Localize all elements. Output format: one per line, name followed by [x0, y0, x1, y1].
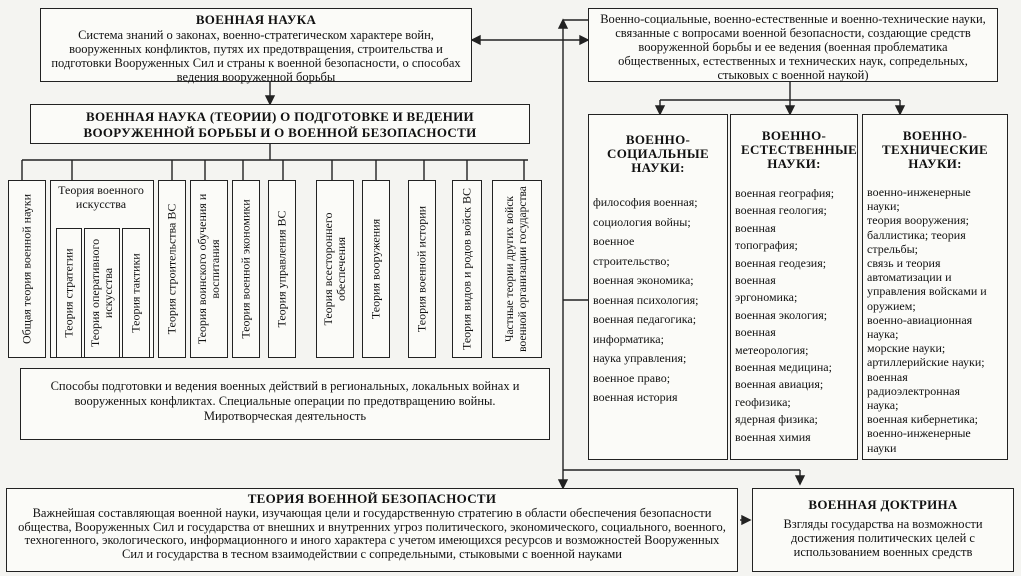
list-item: науки: [867, 440, 897, 455]
methods-box: Способы подготовки и ведения военных действий в региональных, локальных войнах и вооруженных конфликтах. Специальные операции по предотвращению войны. Миротворческая деятельность: [20, 368, 550, 440]
list-item: автоматизации и: [867, 270, 952, 285]
list-item: наука управления;: [593, 351, 687, 365]
list-item: военная экономика;: [593, 273, 694, 287]
military-science-box: [40, 8, 472, 82]
theory-other-troops: [492, 180, 542, 358]
theory-economics: [232, 180, 260, 358]
list-item: военная кибернетика;: [867, 412, 978, 427]
list-item: военное право;: [593, 370, 671, 385]
list-item: военная медицина;: [735, 360, 832, 375]
list-item: связь и теория: [867, 256, 941, 271]
list-item: метеорология;: [735, 342, 809, 357]
list-item: стрельбы;: [867, 241, 919, 256]
theory-history-label: Теория военной истории: [414, 205, 429, 333]
list-item: военная география;: [735, 186, 835, 200]
doctrine-title: ВОЕННАЯ ДОКТРИНА: [808, 497, 958, 512]
theory-tactics: [122, 228, 150, 358]
column-natural-items: [731, 185, 857, 446]
list-item: военно-инженерные: [867, 185, 971, 199]
list-item: артиллерийские науки;: [867, 355, 985, 370]
column-social: [588, 114, 728, 460]
theory-branches: [452, 180, 482, 358]
theory-tactics-label: Теория тактики: [128, 253, 143, 333]
security-theory-text: Важнейшая составляющая военной науки, изучающая цели и государственную стратегию в области обеспечения безопасности общества, Вооруженных Сил и государства от внешних и внутренних угроз политического, экономического, социального, военного, техногенного, экологического, информационного и иного характера с учетом имеющихся ресурсов и возможностей Вооруженных Сил и государства в тесном взаимодействии с сопредельными, стыковыми с военной науками: [18, 506, 726, 561]
list-item: военная авиация;: [735, 377, 824, 392]
doctrine-box: [752, 488, 1014, 572]
list-item: топография;: [735, 238, 798, 253]
list-item: военная: [735, 220, 776, 235]
theory-operational-art: [84, 228, 120, 358]
list-item: геофизика;: [735, 394, 791, 409]
doctrine-text: Взгляды государства на возможности достижения политических целей с использованием военных средств: [783, 517, 983, 559]
theory-branches-label: Теория видов и родов войск ВС: [459, 187, 474, 351]
list-item: ядерная физика;: [735, 412, 818, 427]
list-item: строительство;: [593, 253, 670, 268]
list-item: военная экология;: [735, 307, 828, 322]
column-natural-title: ВОЕННО-ЕСТЕСТВЕННЫЕ НАУКИ:: [741, 128, 858, 171]
list-item: баллистика; теория: [867, 227, 966, 242]
column-technical: [862, 114, 1008, 460]
list-item: военная психология;: [593, 292, 699, 307]
list-item: морские науки;: [867, 341, 946, 356]
list-item: эргономика;: [735, 290, 798, 305]
theory-armament: [362, 180, 390, 358]
theory-support: [316, 180, 354, 358]
military-science-title: ВОЕННАЯ НАУКА: [195, 12, 317, 27]
theory-training-label: Теория воинского обучения и воспитания: [195, 193, 222, 345]
column-natural: [730, 114, 858, 460]
theory-training: [190, 180, 228, 358]
theory-construction: [158, 180, 186, 358]
theory-strategy-label: Теория стратегии: [61, 248, 76, 338]
list-item: наука;: [867, 398, 899, 413]
list-item: информатика;: [593, 331, 664, 346]
list-item: философия военная;: [593, 195, 698, 209]
list-item: наука;: [867, 327, 899, 342]
theory-operational-art-label: Теория оперативного искусства: [88, 238, 115, 348]
theory-management: [268, 180, 296, 358]
theory-general: [8, 180, 46, 358]
list-item: военное: [593, 234, 635, 248]
column-social-items: [589, 193, 727, 408]
list-item: социология войны;: [593, 214, 691, 229]
list-item: военная: [735, 325, 776, 340]
military-science-text: Система знаний о законах, военно-стратегическом характере войн, вооруженных конфликтов, путях их предотвращения, строительства и подготовки Вооруженных Сил и страны к военной безопасности, о способах ведения вооруженной борьбы: [51, 28, 461, 84]
theory-economics-label: Теория военной экономики: [238, 199, 253, 339]
list-item: военно-инженерные: [867, 426, 971, 441]
list-item: военная геология;: [735, 203, 827, 218]
list-item: оружием;: [867, 298, 916, 313]
theory-history: [408, 180, 436, 358]
list-item: военная химия: [735, 429, 811, 444]
theory-armament-label: Теория вооружения: [368, 218, 383, 320]
column-technical-title: ВОЕННО-ТЕХНИЧЕСКИЕ НАУКИ:: [881, 128, 989, 171]
related-sciences-box: Военно-социальные, военно-естественные и военно-технические науки, связанные с вопросами военной безопасности, создающие средств вооруженной борьбы и ее ведения (военная проблематика общественных, естественных и технических наук, сопредельных, стыковых с военной наукой): [588, 8, 998, 82]
list-item: военная: [735, 273, 776, 288]
list-item: военная педагогика;: [593, 312, 697, 326]
column-technical-items: [863, 185, 1007, 455]
list-item: военно-авиационная: [867, 312, 973, 327]
list-item: теория вооружения;: [867, 213, 969, 228]
list-item: науки;: [867, 199, 900, 214]
security-theory-title: ТЕОРИЯ ВОЕННОЙ БЕЗОПАСНОСТИ: [247, 491, 497, 506]
column-social-title: ВОЕННО-СОЦИАЛЬНЫЕ НАУКИ:: [607, 132, 709, 175]
theories-block-title: ВОЕННАЯ НАУКА (ТЕОРИИ) О ПОДГОТОВКЕ И ВЕДЕНИИ ВООРУЖЕННОЙ БОРЬБЫ И О ВОЕННОЙ БЕЗОПАСНОСТИ: [30, 104, 530, 144]
theory-strategy: [56, 228, 82, 358]
theory-management-label: Теория управления ВС: [274, 210, 289, 328]
theory-other-troops-label: Частные теории других войск военной организации государства: [504, 186, 529, 352]
security-theory-box: [6, 488, 738, 572]
list-item: управления войсками и: [867, 284, 987, 299]
list-item: военная история: [593, 390, 678, 404]
list-item: военная: [867, 369, 908, 384]
art-of-war-label: Теория военного искусства: [58, 183, 144, 211]
theory-support-label: Теория всестороннего обеспечения: [321, 212, 348, 326]
list-item: военная геодезия;: [735, 255, 827, 270]
theory-general-label: Общая теория военной науки: [19, 193, 34, 345]
theory-construction-label: Теория строительства ВС: [164, 203, 179, 335]
list-item: радиоэлектронная: [867, 383, 960, 398]
